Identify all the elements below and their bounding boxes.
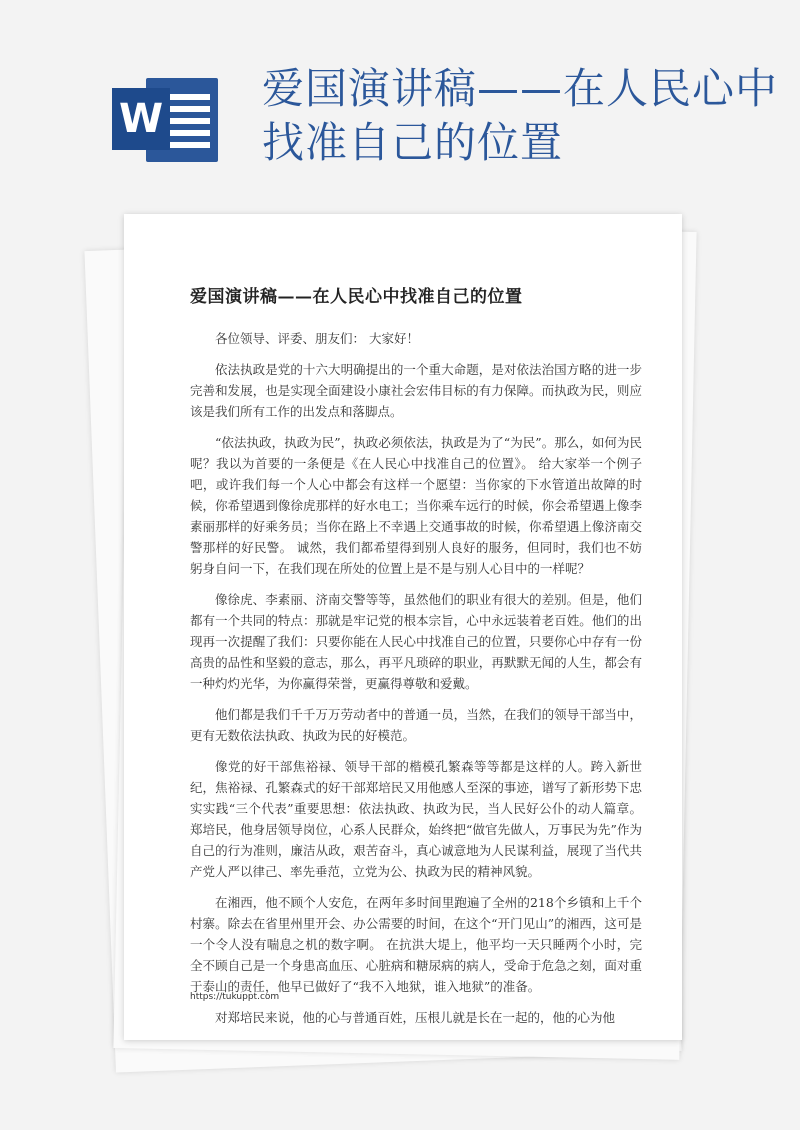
footer-url: https://tukuppt.com xyxy=(190,992,280,1002)
document-title: 爱国演讲稿——在人民心中找准自己的位置 xyxy=(190,287,523,307)
paragraph: 对郑培民来说，他的心与普通百姓，压根儿就是长在一起的，他的心为他 xyxy=(215,1010,616,1025)
paragraph: “依法执政，执政为民”，执政必须依法，执政是为了“为民”。那么，如何为民呢？我以为首要的一条便是《在人民心中找准自己的位置》。 给大家举一个例子吧，或许我们每一个人心中都会有这样一个愿望：当你家的下水管道出故障的时候，你希望遇到像徐虎那样的好水电工；当你乘车远行的时候，你会希望遇上像李素丽那样的好乘务员；当你在路上不幸遇上交通事故的时候，你希望遇上像济南交警那样的好民警。 诚然，我们都希望得到别人良好的服务，但同时，我们也不妨躬身自问一下，在我们现在所处的位置上是不是与别人心目中的一样呢？ xyxy=(190,435,642,576)
document-page xyxy=(124,214,682,1040)
paragraph: 像党的好干部焦裕禄、领导干部的楷模孔繁森等等都是这样的人。跨入新世纪，焦裕禄、孔繁森式的好干部郑培民又用他感人至深的事迹，谱写了新形势下忠实实践“三个代表”重要思想：依法执政、执政为民，当人民好公仆的动人篇章。 郑培民，他身居领导岗位，心系人民群众，始终把“做官先做人，万事民为先”作为自己的行为准则，廉洁从政，艰苦奋斗，真心诚意地为人民谋利益，展现了当代共产党人严以律己、率先垂范，立党为公、执政为民的精神风貌。 xyxy=(190,759,642,879)
paragraph: 在湘西，他不顾个人安危，在两年多时间里跑遍了全州的218个乡镇和上千个村寨。除去在省里州里开会、办公需要的时间，在这个“开门见山”的湘西，这可是一个令人没有喘息之机的数字啊。 在抗洪大堤上，他平均一天只睡两个小时，完全不顾自己是一个身患高血压、心脏病和糖尿病的病人，受命于危急之刻，面对重于泰山的责任，他早已做好了“我不入地狱，谁入地狱”的准备。 xyxy=(190,895,642,994)
document-body xyxy=(190,328,642,1038)
paragraph: 依法执政是党的十六大明确提出的一个重大命题，是对依法治国方略的进一步完善和发展，也是实现全面建设小康社会宏伟目标的有力保障。而执政为民，则应该是我们所有工作的出发点和落脚点。 xyxy=(190,362,642,419)
paragraph: 他们都是我们千千万万劳动者中的普通一员，当然，在我们的领导干部当中，更有无数依法执政、执政为民的好模范。 xyxy=(190,707,642,743)
paragraph-greeting: 各位领导、评委、朋友们： 大家好！ xyxy=(215,331,419,346)
banner-title: 爱国演讲稿——在人民心中找准自己的位置 xyxy=(262,64,779,167)
word-document-icon xyxy=(112,72,222,168)
logo-letter: W xyxy=(112,88,170,150)
paragraph: 像徐虎、李素丽、济南交警等等，虽然他们的职业有很大的差别。但是，他们都有一个共同的特点：那就是牢记党的根本宗旨，心中永远装着老百姓。他们的出现再一次提醒了我们：只要你能在人民心中找准自己的位置，只要你心中存有一份高贵的品性和坚毅的意志，那么，再平凡琐碎的职业，再默默无闻的人生，都会有一种灼灼光华，为你赢得荣誉，更赢得尊敬和爱戴。 xyxy=(190,592,642,691)
